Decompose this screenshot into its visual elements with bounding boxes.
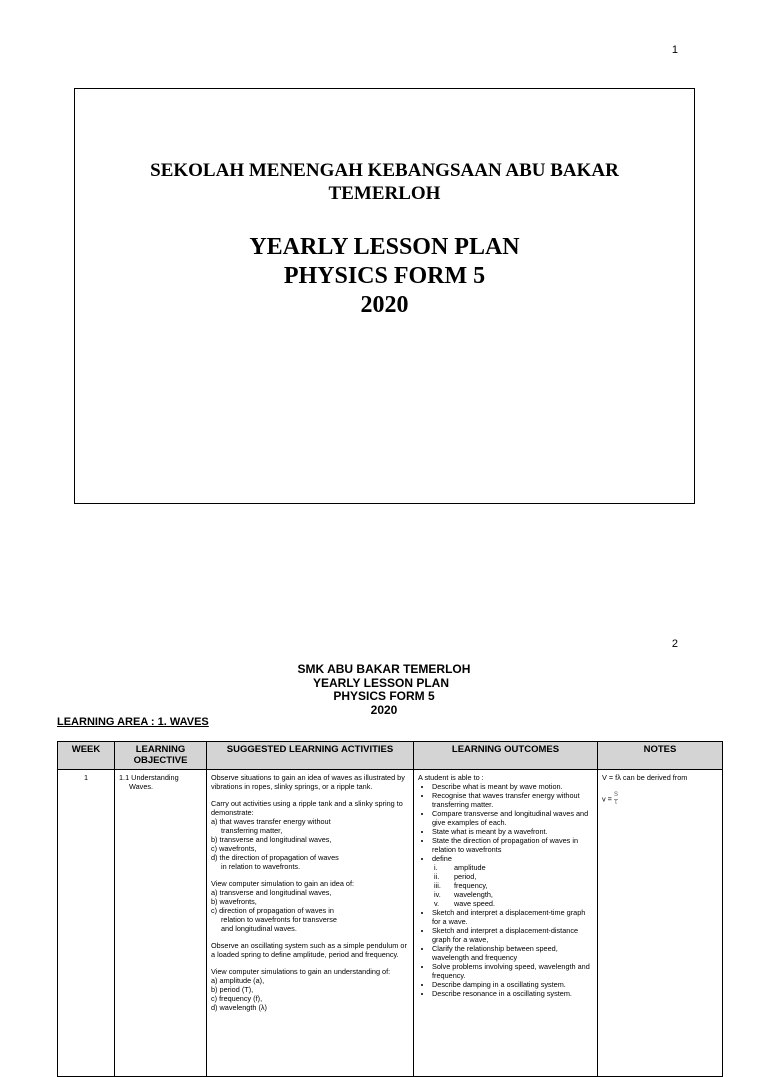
col-notes: NOTES bbox=[598, 742, 723, 770]
list-item: • Recognise that waves transfer energy without transferring matter. bbox=[432, 791, 593, 809]
col-outcomes: LEARNING OUTCOMES bbox=[414, 742, 598, 770]
col-week: WEEK bbox=[58, 742, 115, 770]
list-item: • Compare transverse and longitudinal waves and give examples of each. bbox=[432, 809, 593, 827]
list-item: • Sketch and interpret a displacement-distance graph for a wave, bbox=[432, 926, 593, 944]
col-objective: LEARNING OBJECTIVE bbox=[115, 742, 207, 770]
list-item: • Describe what is meant by wave motion. bbox=[432, 782, 593, 791]
learning-area-title: LEARNING AREA : 1. WAVES bbox=[57, 716, 209, 728]
notes-cell: V = fλ can be derived from v = $\frac{S}{t}$ bbox=[598, 770, 723, 1077]
objective-cell: 1.1 Understanding Waves. bbox=[115, 770, 207, 1077]
list-item: • Sketch and interpret a displacement-time graph for a wave. bbox=[432, 908, 593, 926]
plan-title: YEARLY LESSON PLAN PHYSICS FORM 5 2020 bbox=[249, 234, 520, 318]
table-row bbox=[58, 770, 723, 1077]
outcomes-list bbox=[418, 782, 593, 998]
cover-box bbox=[74, 88, 695, 504]
list-item: • Clarify the relationship between speed, wavelength and frequency bbox=[432, 944, 593, 962]
list-item: • Describe damping in a oscillating system. bbox=[432, 980, 593, 989]
lesson-plan-table bbox=[57, 741, 723, 1077]
page-header: SMK ABU BAKAR TEMERLOH YEARLY LESSON PLAN PHYSICS FORM 5 2020 bbox=[297, 662, 471, 717]
list-item: • Describe resonance in a oscillating system. bbox=[432, 989, 593, 998]
outcomes-cell: A student is able to : • Describe what is meant by wave motion. • Recognise that waves transfer energy without transferring matter. • Compare transverse and longitudinal waves and give examples of each. • State what is meant by a wavefront. • State the direction of propagation of waves in relation to wavefronts • define i. amplitude ii. period, iii. frequency, iv. wavelength, v. wave speed. • Sketch and interpret a displacement-time graph for a wave. • Sketch and interpret a displacement-distance graph for a wave, • Clarify the relationship between speed, wavelength and frequency • Solve problems involving speed, wavelength and frequency. • Describe damping in a oscillating system. • Describe resonance in a oscillating system. bbox=[414, 770, 598, 1077]
col-activities: SUGGESTED LEARNING ACTIVITIES bbox=[207, 742, 414, 770]
activities-cell: Observe situations to gain an idea of waves as illustrated by vibrations in ropes, slinky springs, or a ripple tank. Carry out activities using a ripple tank and a slinky spring to demonstrate: a) that waves transfer energy without transferring matter, b) transverse and longitudinal waves, c) wavefronts, d) the direction of propagation of waves in relation to wavefronts. View computer simulation to gain an idea of: a) transverse and longitudinal waves, b) wavefronts, c) direction of propagation of waves in relation to wavefronts for transverse and longitudinal waves. Observe an oscillating system such as a simple pendulum or a loaded spring to define amplitude, period and frequency. View computer simulations to gain an understanding of: a) amplitude (a), b) period (T), c) frequency (f), d) wavelength (λ) bbox=[207, 770, 414, 1077]
school-name: SEKOLAH MENENGAH KEBANGSAAN ABU BAKAR TEMERLOH bbox=[150, 160, 619, 204]
define-list: i. amplitude ii. period, iii. frequency, iv. wavelength, v. wave speed. bbox=[434, 863, 495, 908]
page-number: 1 bbox=[671, 44, 678, 56]
list-item: • Solve problems involving speed, wavelength and frequency. bbox=[432, 962, 593, 980]
page-number: 2 bbox=[671, 638, 678, 650]
list-item: • State what is meant by a wavefront. bbox=[432, 827, 593, 836]
list-item: • State the direction of propagation of waves in relation to wavefronts bbox=[432, 836, 593, 854]
speed-formula: v = $\frac{S}{t}$ bbox=[602, 792, 618, 806]
week-cell: 1 bbox=[58, 770, 115, 1077]
list-item: • define i. amplitude ii. period, iii. frequency, iv. wavelength, v. wave speed. bbox=[432, 854, 593, 908]
table-header-row bbox=[58, 742, 723, 770]
